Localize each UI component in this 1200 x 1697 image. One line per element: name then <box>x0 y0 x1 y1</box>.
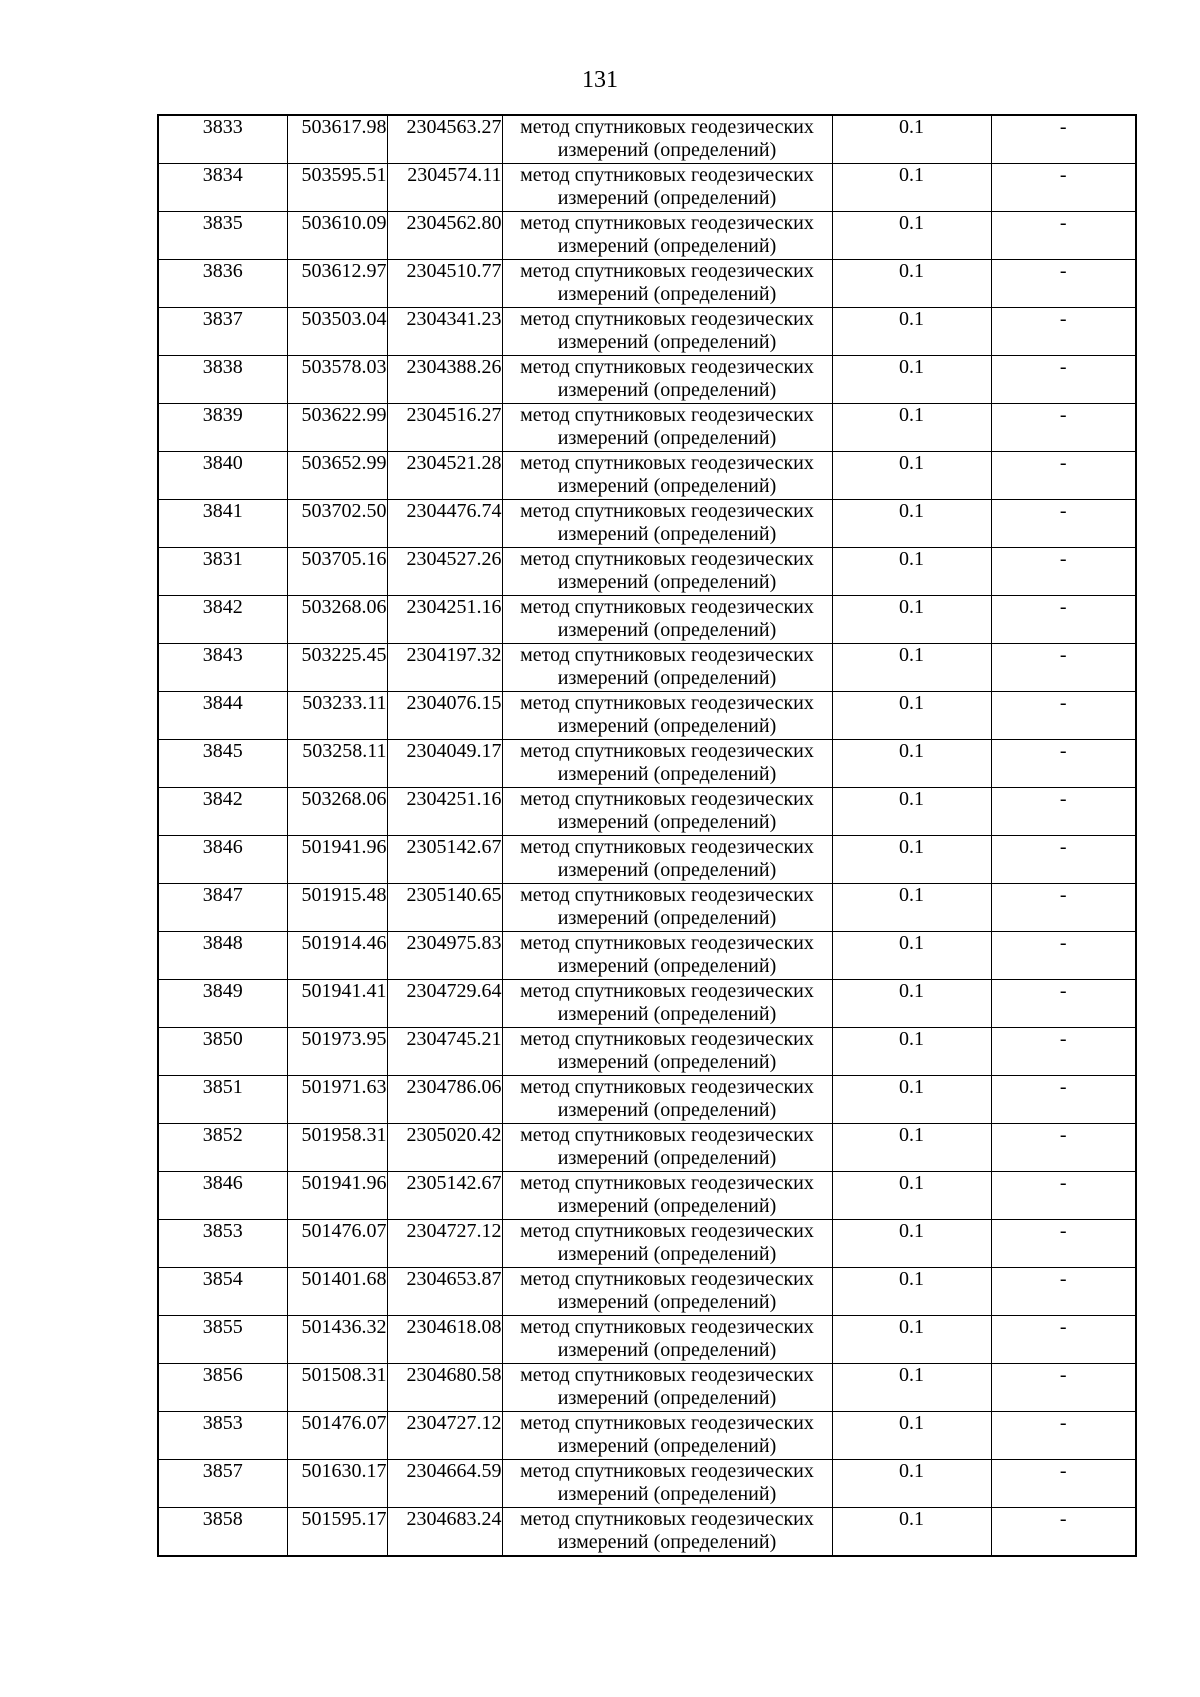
method-line2: измерений (определений) <box>557 379 777 401</box>
method-line1: метод спутниковых геодезических <box>520 1076 814 1098</box>
y-coordinate-cell: 2304727.12 <box>387 1412 502 1460</box>
method-cell <box>502 212 832 260</box>
note-cell: - <box>991 1172 1136 1220</box>
x-coordinate-cell: 501476.07 <box>287 1412 387 1460</box>
accuracy-cell: 0.1 <box>832 308 991 356</box>
y-coordinate-cell: 2304197.32 <box>387 644 502 692</box>
y-coordinate-cell: 2305142.67 <box>387 836 502 884</box>
y-coordinate-cell: 2304562.80 <box>387 212 502 260</box>
note-cell: - <box>991 308 1136 356</box>
method-cell <box>502 1412 832 1460</box>
method-cell <box>502 1124 832 1172</box>
accuracy-cell: 0.1 <box>832 1364 991 1412</box>
method-line1: метод спутниковых геодезических <box>520 548 814 570</box>
table-row <box>158 548 1136 596</box>
point-number-cell: 3842 <box>158 596 287 644</box>
method-line2: измерений (определений) <box>557 763 777 785</box>
method-line1: метод спутниковых геодезических <box>520 788 814 810</box>
accuracy-cell: 0.1 <box>832 1508 991 1557</box>
table-row <box>158 932 1136 980</box>
page-number: 131 <box>582 67 618 93</box>
method-line1: метод спутниковых геодезических <box>520 212 814 234</box>
method-line1: метод спутниковых геодезических <box>520 644 814 666</box>
table-row <box>158 164 1136 212</box>
accuracy-cell: 0.1 <box>832 1316 991 1364</box>
method-cell <box>502 356 832 404</box>
accuracy-cell: 0.1 <box>832 1268 991 1316</box>
table-row <box>158 980 1136 1028</box>
point-number-cell: 3853 <box>158 1220 287 1268</box>
note-cell: - <box>991 596 1136 644</box>
method-line2: измерений (определений) <box>557 1435 777 1457</box>
accuracy-cell: 0.1 <box>832 596 991 644</box>
method-line2: измерений (определений) <box>557 907 777 929</box>
method-line1: метод спутниковых геодезических <box>520 404 814 426</box>
note-cell: - <box>991 644 1136 692</box>
method-line1: метод спутниковых геодезических <box>520 980 814 1002</box>
method-line2: измерений (определений) <box>557 1099 777 1121</box>
y-coordinate-cell: 2304975.83 <box>387 932 502 980</box>
point-number-cell: 3846 <box>158 1172 287 1220</box>
method-line1: метод спутниковых геодезических <box>520 116 814 138</box>
x-coordinate-cell: 501958.31 <box>287 1124 387 1172</box>
x-coordinate-cell: 503652.99 <box>287 452 387 500</box>
x-coordinate-cell: 503225.45 <box>287 644 387 692</box>
accuracy-cell: 0.1 <box>832 692 991 740</box>
y-coordinate-cell: 2304683.24 <box>387 1508 502 1557</box>
accuracy-cell: 0.1 <box>832 1172 991 1220</box>
point-number-cell: 3841 <box>158 500 287 548</box>
table-row <box>158 260 1136 308</box>
accuracy-cell: 0.1 <box>832 644 991 692</box>
y-coordinate-cell: 2305020.42 <box>387 1124 502 1172</box>
table-row <box>158 1220 1136 1268</box>
y-coordinate-cell: 2304251.16 <box>387 788 502 836</box>
point-number-cell: 3858 <box>158 1508 287 1557</box>
method-line2: измерений (определений) <box>557 955 777 977</box>
table-row <box>158 1460 1136 1508</box>
method-line1: метод спутниковых геодезических <box>520 1316 814 1338</box>
accuracy-cell: 0.1 <box>832 164 991 212</box>
table-row <box>158 740 1136 788</box>
method-line2: измерений (определений) <box>557 1531 777 1553</box>
note-cell: - <box>991 260 1136 308</box>
method-line2: измерений (определений) <box>557 1387 777 1409</box>
point-number-cell: 3843 <box>158 644 287 692</box>
method-line1: метод спутниковых геодезических <box>520 884 814 906</box>
note-cell: - <box>991 1316 1136 1364</box>
accuracy-cell: 0.1 <box>832 1124 991 1172</box>
point-number-cell: 3842 <box>158 788 287 836</box>
method-line1: метод спутниковых геодезических <box>520 1364 814 1386</box>
x-coordinate-cell: 501971.63 <box>287 1076 387 1124</box>
table-row <box>158 356 1136 404</box>
method-line1: метод спутниковых геодезических <box>520 356 814 378</box>
accuracy-cell: 0.1 <box>832 452 991 500</box>
method-cell <box>502 115 832 164</box>
y-coordinate-cell: 2304618.08 <box>387 1316 502 1364</box>
accuracy-cell: 0.1 <box>832 1220 991 1268</box>
note-cell: - <box>991 788 1136 836</box>
note-cell: - <box>991 884 1136 932</box>
table-row <box>158 692 1136 740</box>
point-number-cell: 3845 <box>158 740 287 788</box>
accuracy-cell: 0.1 <box>832 884 991 932</box>
method-line1: метод спутниковых геодезических <box>520 932 814 954</box>
point-number-cell: 3848 <box>158 932 287 980</box>
method-line2: измерений (определений) <box>557 1339 777 1361</box>
y-coordinate-cell: 2304476.74 <box>387 500 502 548</box>
accuracy-cell: 0.1 <box>832 836 991 884</box>
method-cell <box>502 884 832 932</box>
table-row <box>158 500 1136 548</box>
y-coordinate-cell: 2304745.21 <box>387 1028 502 1076</box>
point-number-cell: 3839 <box>158 404 287 452</box>
note-cell: - <box>991 1028 1136 1076</box>
y-coordinate-cell: 2304563.27 <box>387 115 502 164</box>
point-number-cell: 3846 <box>158 836 287 884</box>
method-cell <box>502 1076 832 1124</box>
method-cell <box>502 452 832 500</box>
method-line2: измерений (определений) <box>557 1195 777 1217</box>
method-cell <box>502 1028 832 1076</box>
table-row <box>158 1364 1136 1412</box>
y-coordinate-cell: 2304076.15 <box>387 692 502 740</box>
note-cell: - <box>991 356 1136 404</box>
table-row <box>158 1124 1136 1172</box>
y-coordinate-cell: 2304680.58 <box>387 1364 502 1412</box>
table-row <box>158 212 1136 260</box>
accuracy-cell: 0.1 <box>832 260 991 308</box>
note-cell: - <box>991 115 1136 164</box>
method-line2: измерений (определений) <box>557 1291 777 1313</box>
x-coordinate-cell: 503705.16 <box>287 548 387 596</box>
table-row <box>158 644 1136 692</box>
note-cell: - <box>991 980 1136 1028</box>
method-line1: метод спутниковых геодезических <box>520 1028 814 1050</box>
table-row <box>158 1028 1136 1076</box>
x-coordinate-cell: 501915.48 <box>287 884 387 932</box>
table-row <box>158 836 1136 884</box>
method-cell <box>502 1316 832 1364</box>
point-number-cell: 3840 <box>158 452 287 500</box>
method-line2: измерений (определений) <box>557 427 777 449</box>
method-line1: метод спутниковых геодезических <box>520 836 814 858</box>
x-coordinate-cell: 503233.11 <box>287 692 387 740</box>
method-cell <box>502 260 832 308</box>
accuracy-cell: 0.1 <box>832 1076 991 1124</box>
method-cell <box>502 836 832 884</box>
x-coordinate-cell: 501941.96 <box>287 1172 387 1220</box>
method-line2: измерений (определений) <box>557 139 777 161</box>
x-coordinate-cell: 503612.97 <box>287 260 387 308</box>
y-coordinate-cell: 2304727.12 <box>387 1220 502 1268</box>
method-cell <box>502 932 832 980</box>
accuracy-cell: 0.1 <box>832 404 991 452</box>
method-line2: измерений (определений) <box>557 715 777 737</box>
point-number-cell: 3851 <box>158 1076 287 1124</box>
note-cell: - <box>991 500 1136 548</box>
method-line1: метод спутниковых геодезических <box>520 692 814 714</box>
y-coordinate-cell: 2304653.87 <box>387 1268 502 1316</box>
method-cell <box>502 644 832 692</box>
y-coordinate-cell: 2304516.27 <box>387 404 502 452</box>
method-line1: метод спутниковых геодезических <box>520 1508 814 1530</box>
x-coordinate-cell: 501914.46 <box>287 932 387 980</box>
method-line1: метод спутниковых геодезических <box>520 596 814 618</box>
point-number-cell: 3847 <box>158 884 287 932</box>
method-line1: метод спутниковых геодезических <box>520 452 814 474</box>
method-cell <box>502 1268 832 1316</box>
method-cell <box>502 548 832 596</box>
method-cell <box>502 164 832 212</box>
x-coordinate-cell: 501476.07 <box>287 1220 387 1268</box>
table-row <box>158 308 1136 356</box>
method-cell <box>502 1364 832 1412</box>
x-coordinate-cell: 503595.51 <box>287 164 387 212</box>
table-row <box>158 1412 1136 1460</box>
method-line2: измерений (определений) <box>557 283 777 305</box>
method-cell <box>502 308 832 356</box>
note-cell: - <box>991 1508 1136 1557</box>
point-number-cell: 3849 <box>158 980 287 1028</box>
method-line2: измерений (определений) <box>557 187 777 209</box>
method-line2: измерений (определений) <box>557 667 777 689</box>
note-cell: - <box>991 740 1136 788</box>
method-line1: метод спутниковых геодезических <box>520 1220 814 1242</box>
note-cell: - <box>991 692 1136 740</box>
table-body <box>158 115 1136 1556</box>
y-coordinate-cell: 2304786.06 <box>387 1076 502 1124</box>
point-number-cell: 3850 <box>158 1028 287 1076</box>
note-cell: - <box>991 836 1136 884</box>
table-row <box>158 788 1136 836</box>
method-cell <box>502 1508 832 1557</box>
x-coordinate-cell: 501595.17 <box>287 1508 387 1557</box>
x-coordinate-cell: 503578.03 <box>287 356 387 404</box>
table-row <box>158 1508 1136 1557</box>
method-line2: измерений (определений) <box>557 1003 777 1025</box>
x-coordinate-cell: 501941.96 <box>287 836 387 884</box>
method-line2: измерений (определений) <box>557 1243 777 1265</box>
method-line1: метод спутниковых геодезических <box>520 1172 814 1194</box>
method-line1: метод спутниковых геодезических <box>520 1268 814 1290</box>
x-coordinate-cell: 503268.06 <box>287 788 387 836</box>
y-coordinate-cell: 2304664.59 <box>387 1460 502 1508</box>
method-line2: измерений (определений) <box>557 571 777 593</box>
y-coordinate-cell: 2304527.26 <box>387 548 502 596</box>
accuracy-cell: 0.1 <box>832 788 991 836</box>
point-number-cell: 3837 <box>158 308 287 356</box>
y-coordinate-cell: 2304729.64 <box>387 980 502 1028</box>
x-coordinate-cell: 503617.98 <box>287 115 387 164</box>
accuracy-cell: 0.1 <box>832 500 991 548</box>
method-line2: измерений (определений) <box>557 1051 777 1073</box>
point-number-cell: 3856 <box>158 1364 287 1412</box>
x-coordinate-cell: 501436.32 <box>287 1316 387 1364</box>
table-row <box>158 1076 1136 1124</box>
method-line2: измерений (определений) <box>557 1147 777 1169</box>
note-cell: - <box>991 548 1136 596</box>
note-cell: - <box>991 1460 1136 1508</box>
table-row <box>158 884 1136 932</box>
coordinates-table <box>157 114 1137 1557</box>
point-number-cell: 3834 <box>158 164 287 212</box>
method-line1: метод спутниковых геодезических <box>520 1412 814 1434</box>
accuracy-cell: 0.1 <box>832 115 991 164</box>
y-coordinate-cell: 2304388.26 <box>387 356 502 404</box>
method-line2: измерений (определений) <box>557 859 777 881</box>
note-cell: - <box>991 1220 1136 1268</box>
table-row <box>158 596 1136 644</box>
note-cell: - <box>991 1076 1136 1124</box>
table-row <box>158 1268 1136 1316</box>
y-coordinate-cell: 2304049.17 <box>387 740 502 788</box>
method-cell <box>502 692 832 740</box>
accuracy-cell: 0.1 <box>832 356 991 404</box>
method-cell <box>502 1172 832 1220</box>
y-coordinate-cell: 2304251.16 <box>387 596 502 644</box>
point-number-cell: 3855 <box>158 1316 287 1364</box>
note-cell: - <box>991 212 1136 260</box>
point-number-cell: 3835 <box>158 212 287 260</box>
accuracy-cell: 0.1 <box>832 1460 991 1508</box>
note-cell: - <box>991 932 1136 980</box>
y-coordinate-cell: 2304574.11 <box>387 164 502 212</box>
table-row <box>158 1172 1136 1220</box>
point-number-cell: 3857 <box>158 1460 287 1508</box>
method-line1: метод спутниковых геодезических <box>520 308 814 330</box>
method-line2: измерений (определений) <box>557 235 777 257</box>
x-coordinate-cell: 501401.68 <box>287 1268 387 1316</box>
table-row <box>158 1316 1136 1364</box>
accuracy-cell: 0.1 <box>832 1028 991 1076</box>
x-coordinate-cell: 503268.06 <box>287 596 387 644</box>
note-cell: - <box>991 1268 1136 1316</box>
method-cell <box>502 788 832 836</box>
method-line2: измерений (определений) <box>557 811 777 833</box>
y-coordinate-cell: 2304510.77 <box>387 260 502 308</box>
accuracy-cell: 0.1 <box>832 740 991 788</box>
note-cell: - <box>991 164 1136 212</box>
x-coordinate-cell: 503622.99 <box>287 404 387 452</box>
y-coordinate-cell: 2305142.67 <box>387 1172 502 1220</box>
note-cell: - <box>991 1124 1136 1172</box>
x-coordinate-cell: 501508.31 <box>287 1364 387 1412</box>
method-line2: измерений (определений) <box>557 475 777 497</box>
method-line1: метод спутниковых геодезических <box>520 740 814 762</box>
note-cell: - <box>991 404 1136 452</box>
point-number-cell: 3844 <box>158 692 287 740</box>
x-coordinate-cell: 503702.50 <box>287 500 387 548</box>
point-number-cell: 3836 <box>158 260 287 308</box>
x-coordinate-cell: 501973.95 <box>287 1028 387 1076</box>
note-cell: - <box>991 452 1136 500</box>
x-coordinate-cell: 501630.17 <box>287 1460 387 1508</box>
point-number-cell: 3838 <box>158 356 287 404</box>
y-coordinate-cell: 2305140.65 <box>387 884 502 932</box>
note-cell: - <box>991 1412 1136 1460</box>
method-cell <box>502 1460 832 1508</box>
method-cell <box>502 740 832 788</box>
accuracy-cell: 0.1 <box>832 932 991 980</box>
table-row <box>158 115 1136 164</box>
method-line2: измерений (определений) <box>557 523 777 545</box>
note-cell: - <box>991 1364 1136 1412</box>
accuracy-cell: 0.1 <box>832 212 991 260</box>
accuracy-cell: 0.1 <box>832 548 991 596</box>
method-line2: измерений (определений) <box>557 1483 777 1505</box>
x-coordinate-cell: 501941.41 <box>287 980 387 1028</box>
method-cell <box>502 980 832 1028</box>
accuracy-cell: 0.1 <box>832 1412 991 1460</box>
x-coordinate-cell: 503258.11 <box>287 740 387 788</box>
method-cell <box>502 1220 832 1268</box>
y-coordinate-cell: 2304341.23 <box>387 308 502 356</box>
method-line1: метод спутниковых геодезических <box>520 260 814 282</box>
table-row <box>158 404 1136 452</box>
x-coordinate-cell: 503503.04 <box>287 308 387 356</box>
method-line1: метод спутниковых геодезических <box>520 500 814 522</box>
y-coordinate-cell: 2304521.28 <box>387 452 502 500</box>
method-line1: метод спутниковых геодезических <box>520 164 814 186</box>
method-line1: метод спутниковых геодезических <box>520 1460 814 1482</box>
method-line2: измерений (определений) <box>557 619 777 641</box>
accuracy-cell: 0.1 <box>832 980 991 1028</box>
method-line1: метод спутниковых геодезических <box>520 1124 814 1146</box>
method-line2: измерений (определений) <box>557 331 777 353</box>
table-row <box>158 452 1136 500</box>
point-number-cell: 3853 <box>158 1412 287 1460</box>
point-number-cell: 3852 <box>158 1124 287 1172</box>
method-cell <box>502 596 832 644</box>
method-cell <box>502 500 832 548</box>
method-cell <box>502 404 832 452</box>
x-coordinate-cell: 503610.09 <box>287 212 387 260</box>
point-number-cell: 3831 <box>158 548 287 596</box>
point-number-cell: 3833 <box>158 115 287 164</box>
point-number-cell: 3854 <box>158 1268 287 1316</box>
